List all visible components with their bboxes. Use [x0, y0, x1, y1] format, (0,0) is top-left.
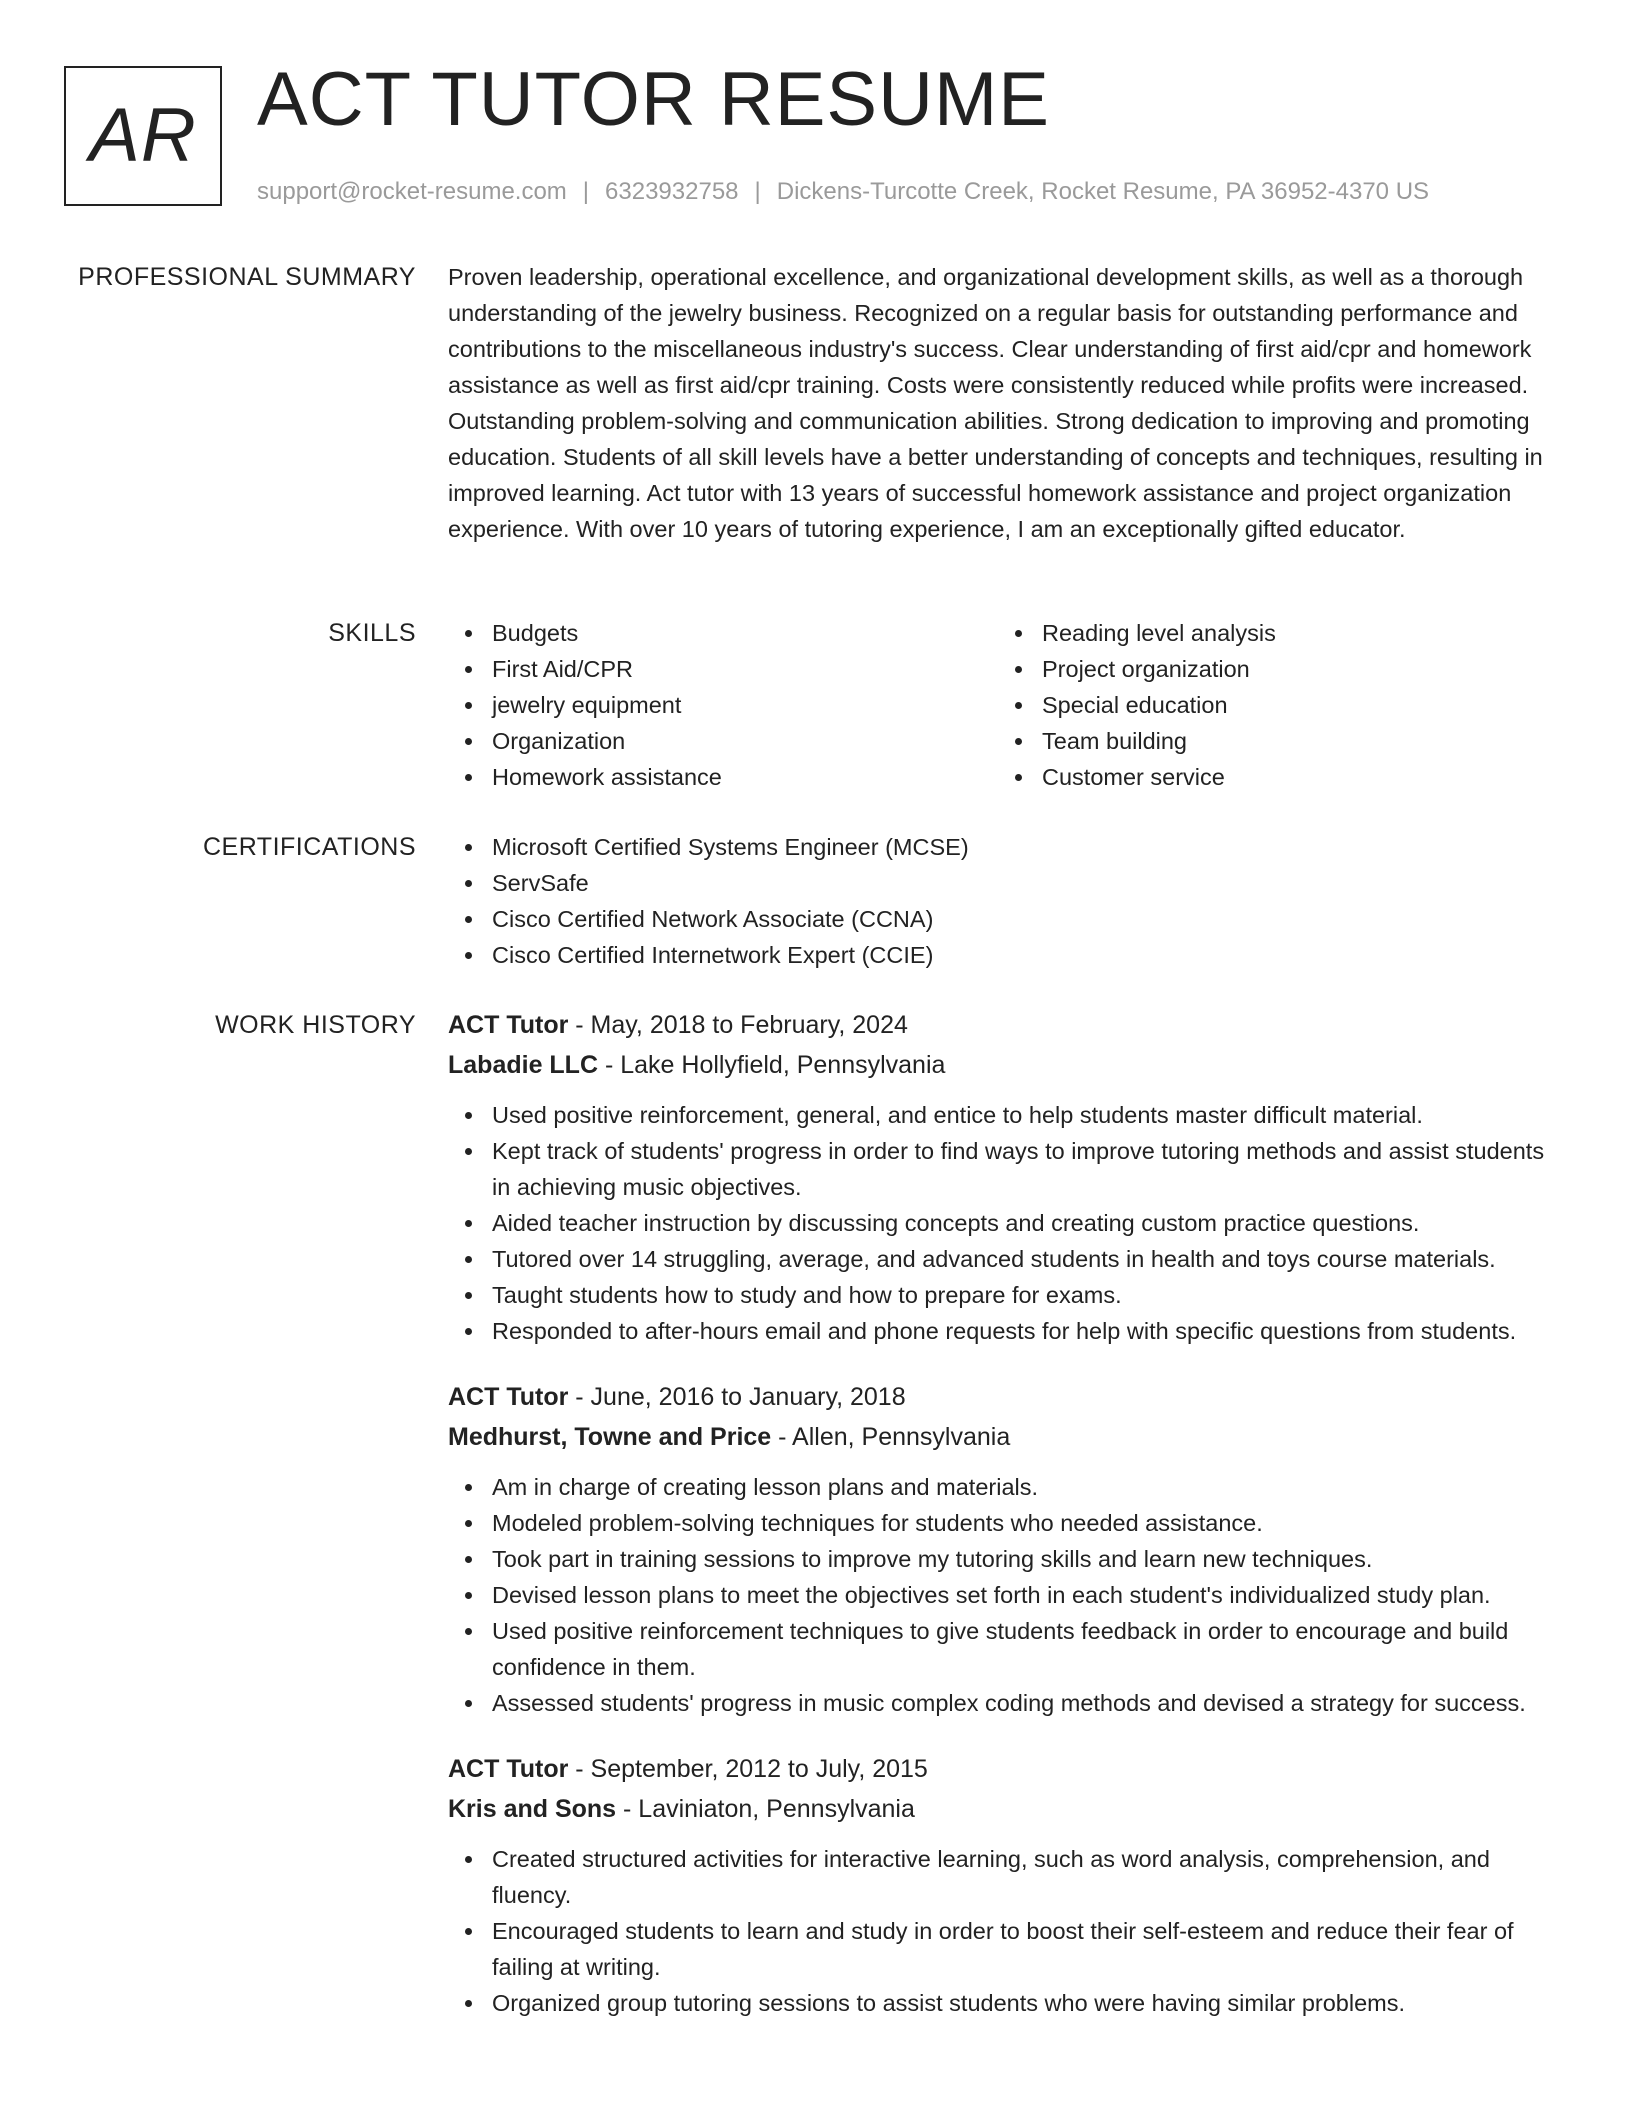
list-item: Organized group tutoring sessions to assist students who were having similar problems. [448, 1985, 1562, 2021]
job-company: Medhurst, Towne and Price [448, 1423, 772, 1451]
skills-list-left [448, 615, 998, 795]
job-location: - Laviniaton, Pennsylvania [616, 1795, 915, 1823]
section-label: WORK HISTORY [215, 1011, 416, 1039]
list-item: jewelry equipment [448, 687, 998, 723]
contact-line [257, 177, 1429, 207]
section-label: SKILLS [328, 619, 416, 647]
list-item: Homework assistance [448, 759, 998, 795]
list-item: Responded to after-hours email and phone requests for help with specific questions from students. [448, 1313, 1562, 1349]
certifications-list [448, 829, 1562, 973]
work-history-body [448, 1005, 1562, 2049]
job-title-line [448, 1005, 1562, 1045]
list-item: Reading level analysis [998, 615, 1548, 651]
resume-title: ACT TUTOR RESUME [257, 57, 1050, 142]
monogram-initials: AR [89, 93, 197, 178]
list-item: Used positive reinforcement, general, and entice to help students master difficult material. [448, 1097, 1562, 1133]
list-item: Cisco Certified Internetwork Expert (CCIE) [448, 937, 1562, 973]
list-item: Kept track of students' progress in order to find ways to improve tutoring methods and assist students in achieving music objectives. [448, 1133, 1562, 1205]
list-item: Cisco Certified Network Associate (CCNA) [448, 901, 1562, 937]
monogram-box [64, 66, 222, 206]
contact-address: Dickens-Turcotte Creek, Rocket Resume, PA 36952-4370 US [776, 178, 1430, 205]
skills-body [448, 615, 1562, 795]
certifications-body [448, 829, 1562, 973]
summary-body [448, 259, 1562, 547]
job-dates: - May, 2018 to February, 2024 [568, 1011, 908, 1039]
job-entry [448, 1749, 1562, 2021]
list-item: Team building [998, 723, 1548, 759]
list-item: Modeled problem-solving techniques for students who needed assistance. [448, 1505, 1562, 1541]
list-item: Microsoft Certified Systems Engineer (MCSE) [448, 829, 1562, 865]
section-label: PROFESSIONAL SUMMARY [78, 263, 416, 291]
job-bullets [448, 1469, 1562, 1721]
job-location: - Allen, Pennsylvania [771, 1423, 1011, 1451]
job-dates: - September, 2012 to July, 2015 [568, 1755, 928, 1783]
job-bullets [448, 1097, 1562, 1349]
contact-email: support@rocket-resume.com [257, 178, 567, 205]
skills-list-right [998, 615, 1548, 795]
list-item: Project organization [998, 651, 1548, 687]
job-company: Labadie LLC [448, 1051, 599, 1079]
job-title: ACT Tutor [448, 1011, 569, 1039]
job-company: Kris and Sons [448, 1795, 617, 1823]
list-item: Created structured activities for interactive learning, such as word analysis, comprehension, and fluency. [448, 1841, 1562, 1913]
job-company-line [448, 1417, 1562, 1457]
section-label: CERTIFICATIONS [202, 833, 416, 861]
list-item: Customer service [998, 759, 1548, 795]
list-item: Encouraged students to learn and study in order to boost their self-esteem and reduce their fear of failing at writing. [448, 1913, 1562, 1985]
summary-text: Proven leadership, operational excellence, and organizational development skills, as well as a thorough understanding of the jewelry business. Recognized on a regular basis for outstanding performance and contributions to the miscellaneous industry's success. Clear understanding of first aid/cpr and homework assistance as well as first aid/cpr training. Costs were consistently reduced while profits were increased. Outstanding problem-solving and communication abilities. Strong dedication to improving and promoting education. Students of all skill levels have a better understanding of concepts and techniques, resulting in improved learning. Act tutor with 13 years of successful homework assistance and project organization experience. With over 10 years of tutoring experience, I am an exceptionally gifted educator. [448, 264, 1543, 542]
contact-phone: 6323932758 [605, 178, 739, 205]
job-title: ACT Tutor [448, 1755, 569, 1783]
list-item: First Aid/CPR [448, 651, 998, 687]
list-item: Am in charge of creating lesson plans and materials. [448, 1469, 1562, 1505]
job-title-line [448, 1749, 1562, 1789]
contact-separator: | [582, 178, 590, 205]
list-item: Devised lesson plans to meet the objectives set forth in each student's individualized study plan. [448, 1577, 1562, 1613]
list-item: Aided teacher instruction by discussing concepts and creating custom practice questions. [448, 1205, 1562, 1241]
list-item: Special education [998, 687, 1548, 723]
list-item: ServSafe [448, 865, 1562, 901]
job-company-line [448, 1789, 1562, 1829]
contact-separator: | [754, 178, 761, 205]
list-item: Budgets [448, 615, 998, 651]
job-title-line [448, 1377, 1562, 1417]
job-company-line [448, 1045, 1562, 1085]
job-entry [448, 1005, 1562, 1349]
job-dates: - June, 2016 to January, 2018 [568, 1383, 906, 1411]
job-location: - Lake Hollyfield, Pennsylvania [598, 1051, 946, 1079]
list-item: Used positive reinforcement techniques to give students feedback in order to encourage and build confidence in them. [448, 1613, 1562, 1685]
job-bullets [448, 1841, 1562, 2021]
list-item: Organization [448, 723, 998, 759]
list-item: Taught students how to study and how to prepare for exams. [448, 1277, 1562, 1313]
list-item: Assessed students' progress in music complex coding methods and devised a strategy for success. [448, 1685, 1562, 1721]
list-item: Took part in training sessions to improve my tutoring skills and learn new techniques. [448, 1541, 1562, 1577]
job-title: ACT Tutor [448, 1383, 569, 1411]
list-item: Tutored over 14 struggling, average, and advanced students in health and toys course materials. [448, 1241, 1562, 1277]
job-entry [448, 1377, 1562, 1721]
